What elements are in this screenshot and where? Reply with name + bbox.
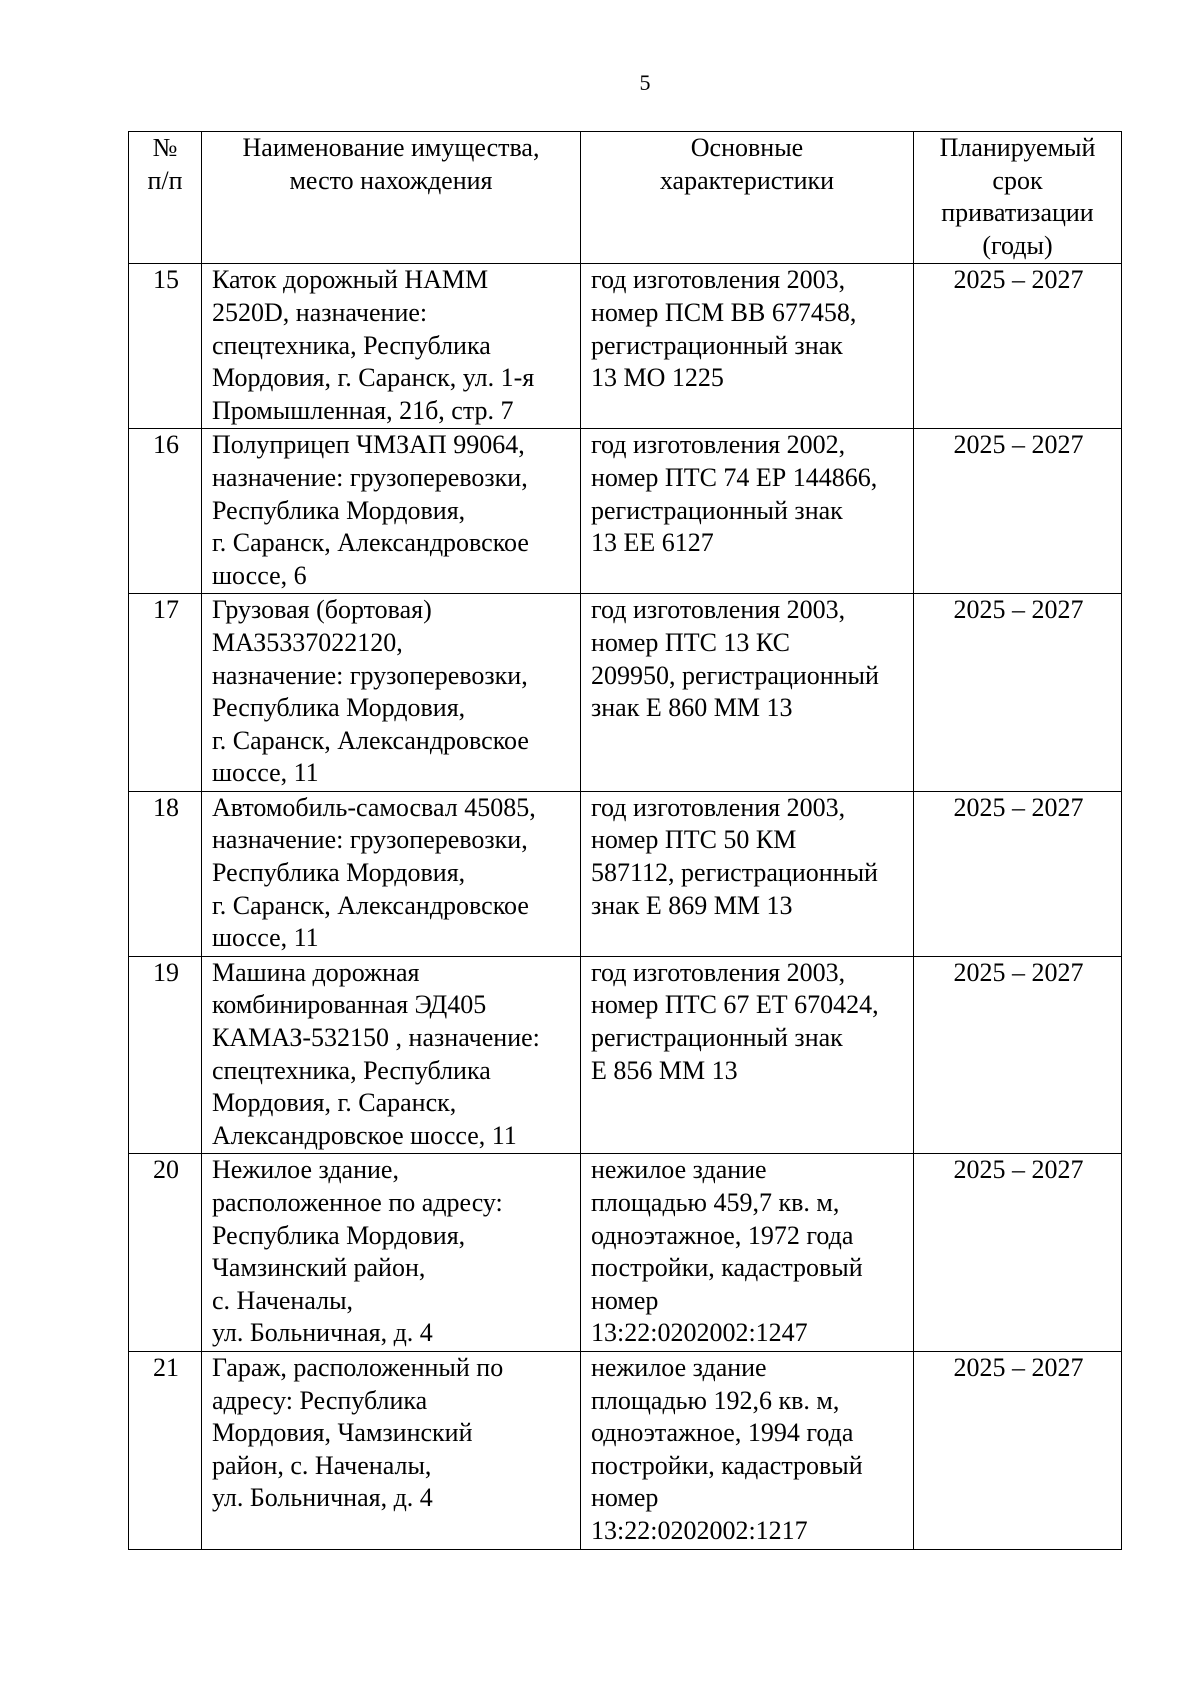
page-number: 5 xyxy=(639,70,651,95)
characteristics-cell xyxy=(581,594,914,792)
characteristics-line: площадью 192,6 кв. м, xyxy=(591,1385,840,1415)
property-name-line: с. Наченалы, xyxy=(212,1285,354,1315)
header-line: срок xyxy=(992,165,1043,195)
privatization-period: 2025 – 2027 xyxy=(914,1154,1122,1352)
property-name-line: Мордовия, г. Саранск, xyxy=(212,1088,457,1118)
property-name-line: Республика Мордовия, xyxy=(212,693,466,723)
characteristics-line: год изготовления 2003, xyxy=(591,595,846,625)
table-header xyxy=(129,132,1122,264)
header-line: место нахождения xyxy=(289,165,493,195)
characteristics-line: знак Е 869 ММ 13 xyxy=(591,890,793,920)
characteristics-cell xyxy=(581,791,914,956)
property-name-line: Автомобиль-самосвал 45085, xyxy=(212,792,536,822)
property-name-line: Нежилое здание, xyxy=(212,1155,399,1185)
property-name-line: Мордовия, г. Саранск, ул. 1-я xyxy=(212,363,535,393)
table-row xyxy=(129,1154,1122,1352)
characteristics-line: регистрационный знак xyxy=(591,330,843,360)
property-name-line: адресу: Республика xyxy=(212,1385,428,1415)
header-line: п/п xyxy=(147,165,183,195)
characteristics-line: номер ПТС 50 КМ xyxy=(591,825,797,855)
property-name-cell xyxy=(202,429,581,594)
property-name-line: ул. Больничная, д. 4 xyxy=(212,1483,433,1513)
header-number xyxy=(129,132,202,264)
characteristics-cell xyxy=(581,1351,914,1549)
characteristics-cell xyxy=(581,264,914,429)
property-name-line: Промышленная, 21б, стр. 7 xyxy=(212,395,514,425)
property-name-line: Республика Мордовия, xyxy=(212,858,466,888)
row-number: 17 xyxy=(129,594,202,792)
property-name-line: КАМАЗ-532150 , назначение: xyxy=(212,1023,540,1053)
header-line: № xyxy=(152,133,178,162)
characteristics-line: знак Е 860 ММ 13 xyxy=(591,693,793,723)
property-name-line: Чамзинский район, xyxy=(212,1253,426,1283)
privatization-period: 2025 – 2027 xyxy=(914,594,1122,792)
characteristics-line: год изготовления 2003, xyxy=(591,265,846,295)
header-privatization-period xyxy=(914,132,1122,264)
property-name-line: шоссе, 11 xyxy=(212,923,319,953)
property-name-line: шоссе, 6 xyxy=(212,560,307,590)
property-name-line: Александровское шоссе, 11 xyxy=(212,1120,517,1150)
property-name-line: 2520D, назначение: xyxy=(212,297,428,327)
property-name-line: назначение: грузоперевозки, xyxy=(212,825,528,855)
characteristics-line: постройки, кадастровый xyxy=(591,1450,863,1480)
characteristics-cell xyxy=(581,956,914,1154)
table-row xyxy=(129,791,1122,956)
table-row xyxy=(129,264,1122,429)
characteristics-line: номер xyxy=(591,1483,659,1513)
header-line: Планируемый xyxy=(939,133,1096,162)
characteristics-line: постройки, кадастровый xyxy=(591,1253,863,1283)
header-row xyxy=(129,132,1122,264)
property-name-line: Полуприцеп ЧМЗАП 99064, xyxy=(212,430,525,460)
property-name-line: Машина дорожная xyxy=(212,957,420,987)
row-number: 16 xyxy=(129,429,202,594)
characteristics-line: регистрационный знак xyxy=(591,1023,843,1053)
characteristics-line: 587112, регистрационный xyxy=(591,858,878,888)
header-line: (годы) xyxy=(982,230,1053,260)
privatization-period: 2025 – 2027 xyxy=(914,429,1122,594)
property-name-cell xyxy=(202,1351,581,1549)
characteristics-line: год изготовления 2003, xyxy=(591,957,846,987)
characteristics-cell xyxy=(581,429,914,594)
table-row xyxy=(129,429,1122,594)
property-name-cell xyxy=(202,594,581,792)
privatization-period: 2025 – 2027 xyxy=(914,1351,1122,1549)
characteristics-line: номер ПТС 67 ЕТ 670424, xyxy=(591,990,879,1020)
characteristics-line: нежилое здание xyxy=(591,1155,767,1185)
row-number: 20 xyxy=(129,1154,202,1352)
property-name-line: расположенное по адресу: xyxy=(212,1188,503,1217)
header-line: характеристики xyxy=(659,165,835,195)
property-name-line: назначение: грузоперевозки, xyxy=(212,660,528,690)
property-name-line: шоссе, 11 xyxy=(212,758,319,788)
property-name-cell xyxy=(202,1154,581,1352)
property-name-cell xyxy=(202,264,581,429)
property-name-line: Грузовая (бортовая) xyxy=(212,595,432,625)
characteristics-line: одноэтажное, 1972 года xyxy=(591,1220,854,1250)
characteristics-line: 13:22:0202002:1247 xyxy=(591,1318,808,1348)
property-name-line: назначение: грузоперевозки, xyxy=(212,462,528,492)
characteristics-line: 13 МО 1225 xyxy=(591,363,724,393)
property-name-line: МАЗ5337022120, xyxy=(212,627,403,657)
property-table xyxy=(128,131,1122,1550)
characteristics-line: год изготовления 2002, xyxy=(591,430,846,460)
header-property-name xyxy=(202,132,581,264)
characteristics-line: нежилое здание xyxy=(591,1352,767,1382)
row-number: 21 xyxy=(129,1351,202,1549)
characteristics-line: Е 856 ММ 13 xyxy=(591,1055,738,1085)
table-row xyxy=(129,594,1122,792)
property-name-cell xyxy=(202,791,581,956)
characteristics-line: номер xyxy=(591,1285,659,1315)
characteristics-line: номер ПТС 74 ЕР 144866, xyxy=(591,462,878,492)
characteristics-line: год изготовления 2003, xyxy=(591,792,846,822)
characteristics-line: номер ПСМ ВВ 677458, xyxy=(591,297,857,327)
property-name-line: Республика Мордовия, xyxy=(212,1220,466,1250)
property-name-line: комбинированная ЭД405 xyxy=(212,990,487,1020)
property-name-line: спецтехника, Республика xyxy=(212,330,491,360)
property-name-cell xyxy=(202,956,581,1154)
property-name-line: г. Саранск, Александровское xyxy=(212,890,529,920)
characteristics-cell xyxy=(581,1154,914,1352)
characteristics-line: одноэтажное, 1994 года xyxy=(591,1418,854,1448)
table-row xyxy=(129,956,1122,1154)
row-number: 18 xyxy=(129,791,202,956)
row-number: 15 xyxy=(129,264,202,429)
privatization-period: 2025 – 2027 xyxy=(914,956,1122,1154)
characteristics-line: 13 ЕЕ 6127 xyxy=(591,528,714,558)
property-name-line: Гараж, расположенный по xyxy=(212,1352,504,1382)
characteristics-line: номер ПТС 13 КС xyxy=(591,627,790,657)
header-line: Наименование имущества, xyxy=(242,133,540,162)
property-name-line: г. Саранск, Александровское xyxy=(212,528,529,558)
property-name-line: район, с. Наченалы, xyxy=(212,1450,432,1480)
property-name-line: Мордовия, Чамзинский xyxy=(212,1418,473,1448)
property-name-line: ул. Больничная, д. 4 xyxy=(212,1318,433,1348)
header-line: приватизации xyxy=(941,198,1094,228)
characteristics-line: площадью 459,7 кв. м, xyxy=(591,1188,840,1217)
characteristics-line: регистрационный знак xyxy=(591,495,843,525)
property-name-line: Каток дорожный HAMM xyxy=(212,265,489,295)
table-row xyxy=(129,1351,1122,1549)
header-characteristics xyxy=(581,132,914,264)
characteristics-line: 13:22:0202002:1217 xyxy=(591,1515,808,1545)
row-number: 19 xyxy=(129,956,202,1154)
property-name-line: Республика Мордовия, xyxy=(212,495,466,525)
characteristics-line: 209950, регистрационный xyxy=(591,660,879,690)
privatization-period: 2025 – 2027 xyxy=(914,264,1122,429)
privatization-period: 2025 – 2027 xyxy=(914,791,1122,956)
property-name-line: спецтехника, Республика xyxy=(212,1055,491,1085)
table-body xyxy=(129,264,1122,1549)
property-name-line: г. Саранск, Александровское xyxy=(212,725,529,755)
header-line: Основные xyxy=(690,133,804,162)
